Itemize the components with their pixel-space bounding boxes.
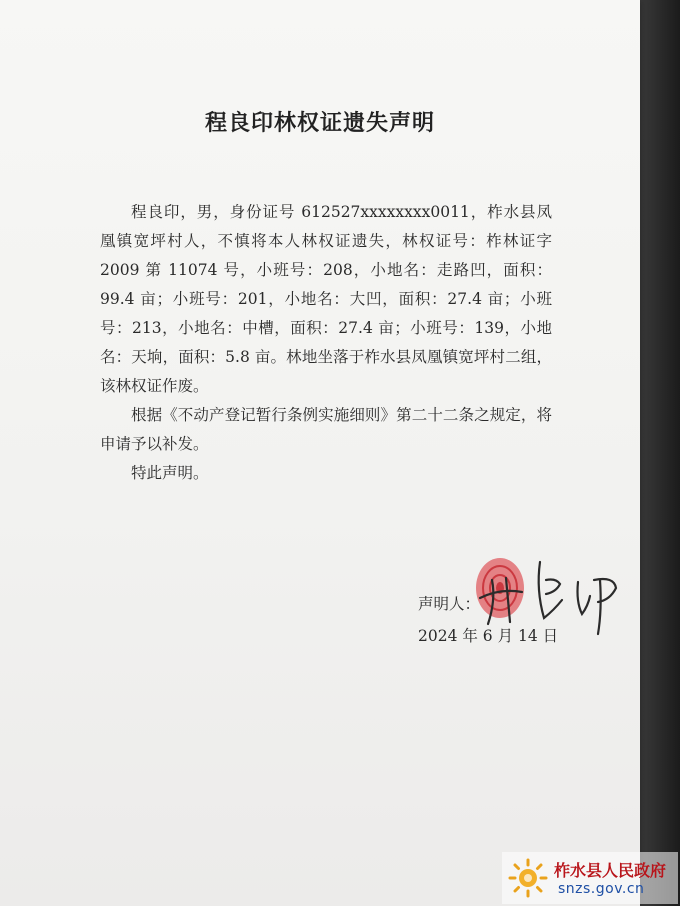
document-body — [100, 198, 552, 488]
paragraph-legal-basis: 根据《不动产登记暂行条例实施细则》第二十二条之规定，将申请予以补发。 — [100, 406, 552, 453]
paragraph-statement: 程良印，男，身份证号 612527xxxxxxxx0011，柞水县凤凰镇宽坪村人，不慎将本人林权证遗失，林权证号：柞林证字 2009 第 11074 号，小班号：208，小地名：走路凹，面积：99.4 亩；小班号：201，小地名：大凹，面积：27.4 亩；小班号：213，小地名：中槽，面积：27.4 亩；小班号：139，小地名：天垧，面积：5.8 亩。林地坐落于柞水县凤凰镇宽坪村二组，该林权证作废。 — [100, 203, 552, 395]
document-title: 程良印林权证遗失声明 — [204, 110, 435, 136]
signer-label: 声明人： — [418, 595, 481, 613]
watermark-name: 柞水县人民政府 — [554, 861, 667, 880]
gov-watermark — [502, 852, 678, 904]
sun-logo-icon — [508, 858, 548, 898]
desk-background — [640, 0, 680, 906]
fingerprint-seal-icon — [476, 558, 524, 618]
declaration-date: 2024 年 6 月 14 日 — [418, 627, 559, 645]
watermark-url: snzs.gov.cn — [558, 881, 645, 897]
paragraph-closing: 特此声明。 — [131, 464, 209, 482]
